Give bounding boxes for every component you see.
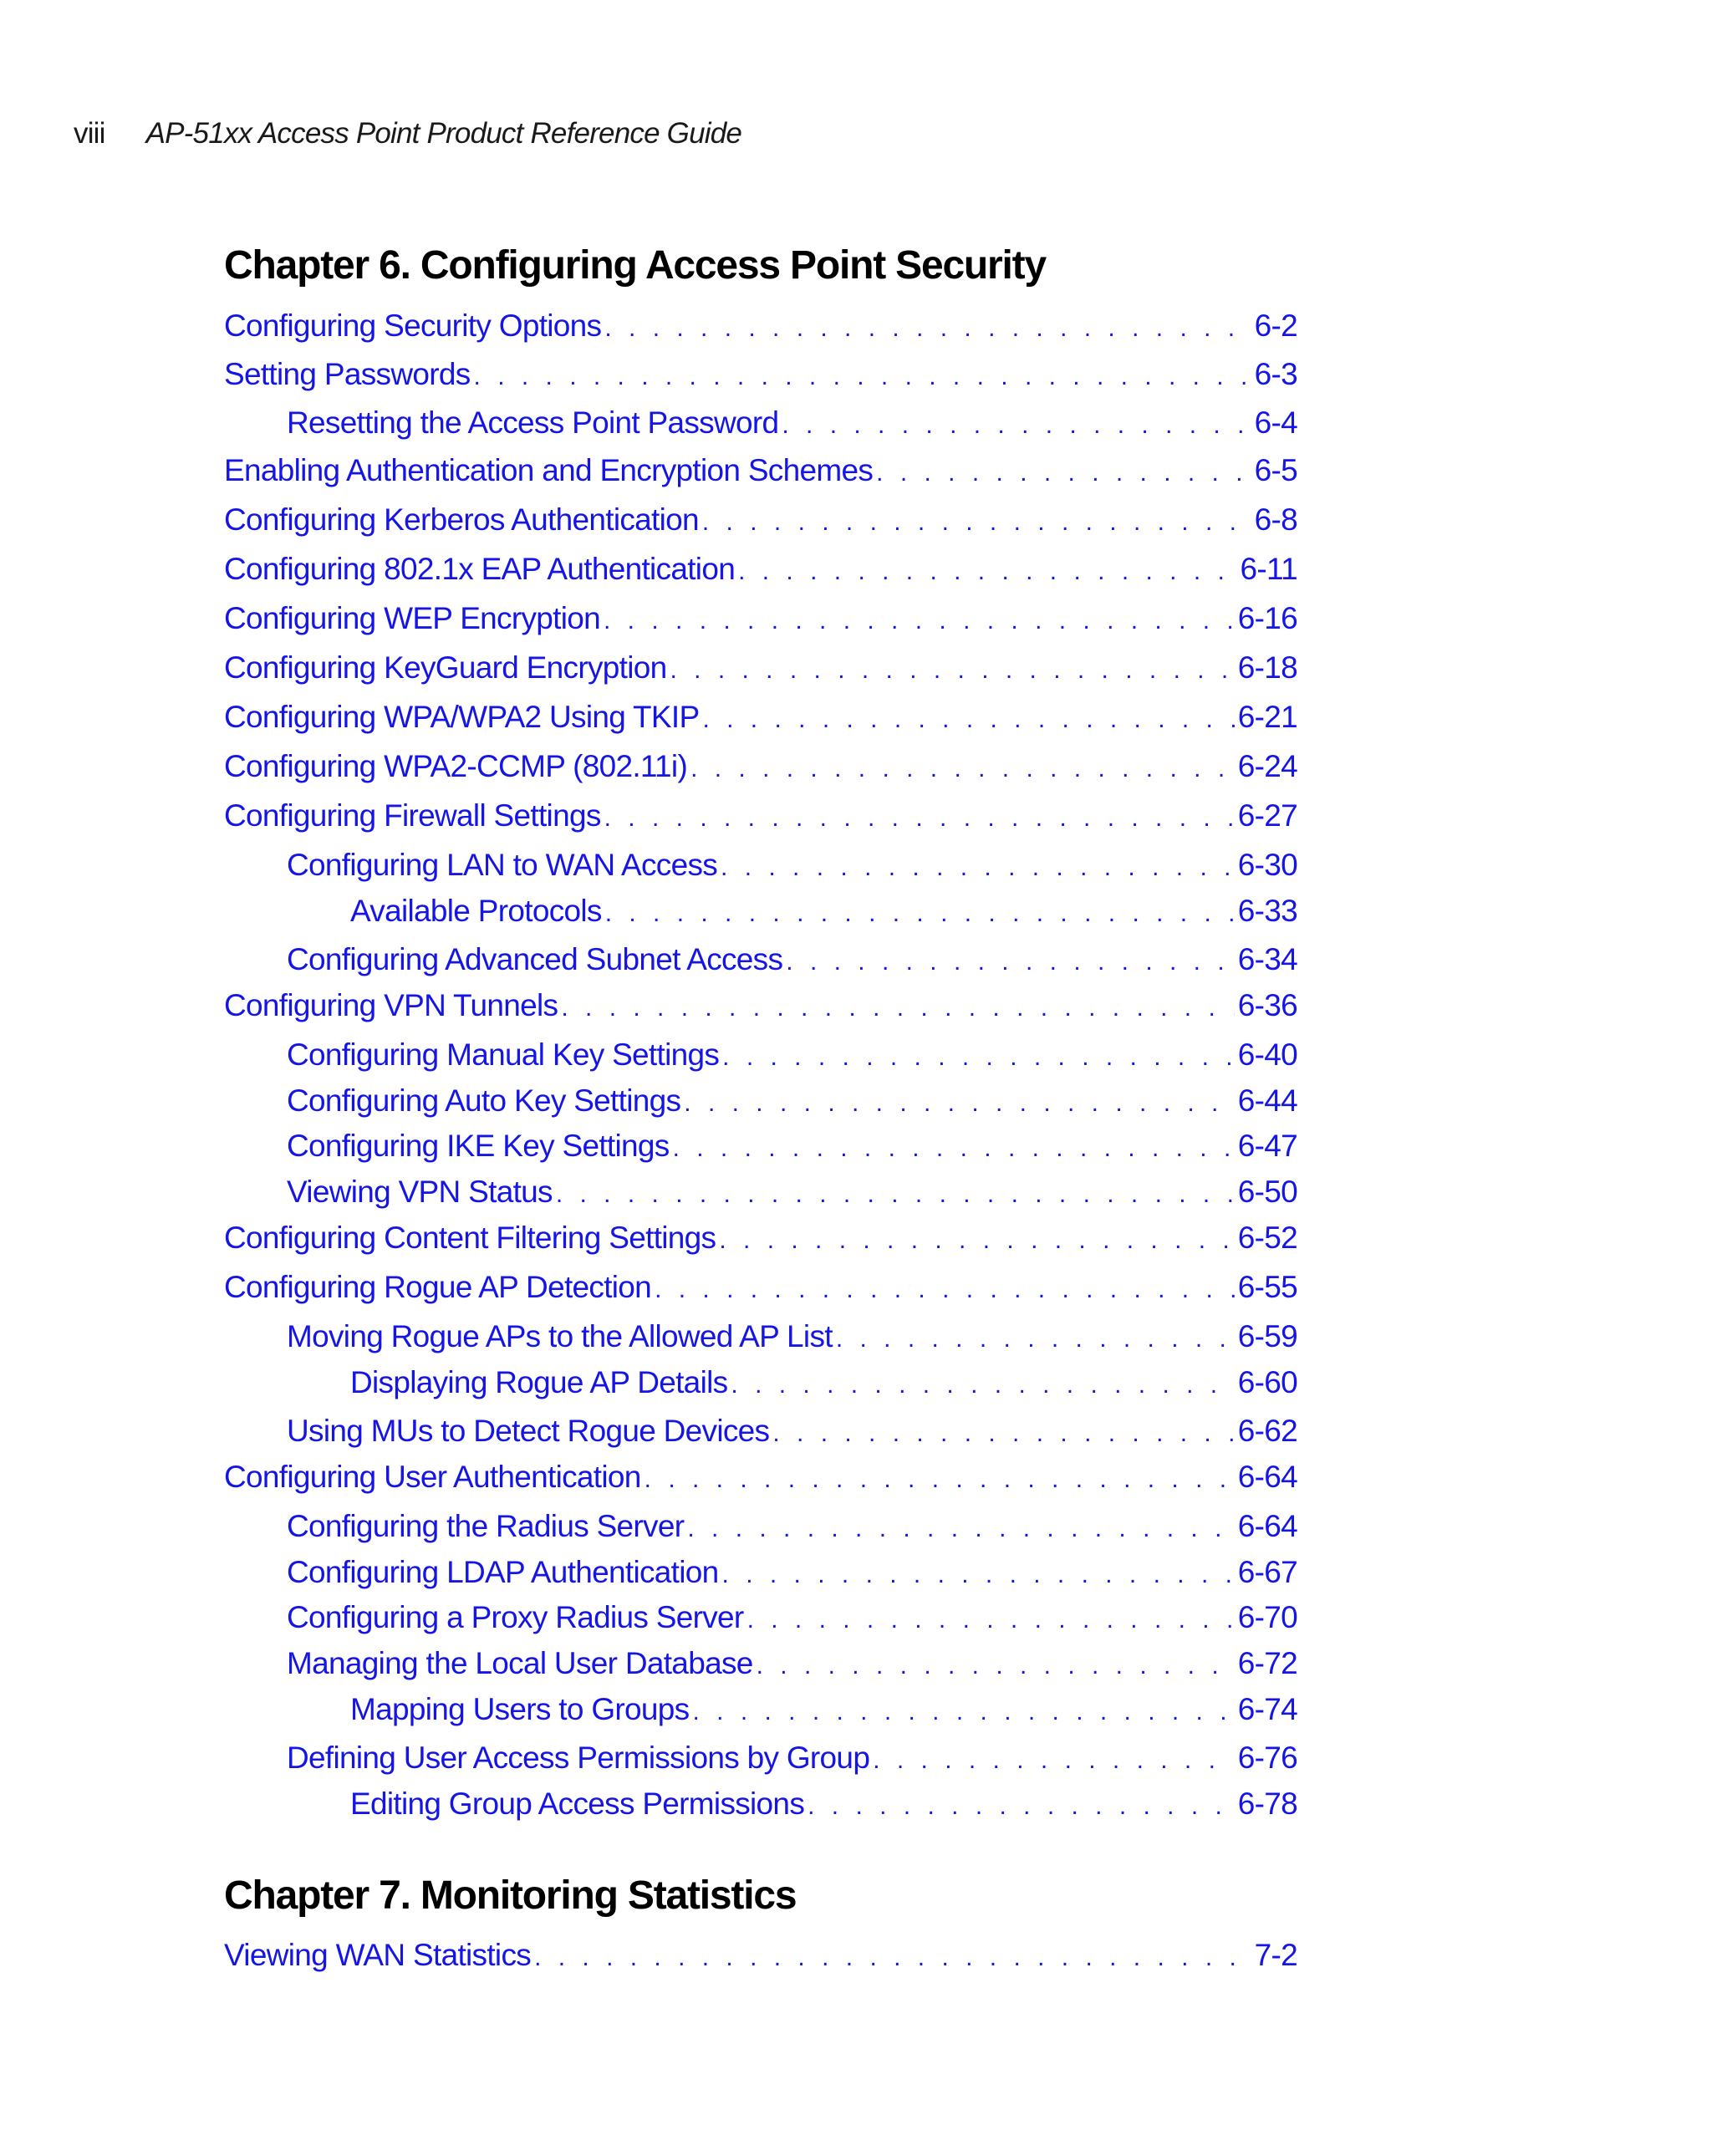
dot-leader [690,755,1235,783]
toc-entry-page: 6-33 [1237,894,1297,928]
dot-leader [738,558,1236,586]
toc-entry-rogue-ap[interactable] [224,1270,1297,1305]
toc-entry-configuring-security-options[interactable] [224,308,1297,344]
toc-entry-lan-to-wan[interactable] [287,848,1297,883]
toc-entry-radius-server[interactable] [287,1509,1297,1544]
toc-entry-title: Managing the Local User Database [287,1646,753,1680]
toc-entry-page: 6-47 [1237,1129,1297,1163]
toc-entry-page: 6-40 [1237,1037,1297,1072]
toc-entry-page: 6-74 [1237,1692,1297,1726]
toc-entry-mus-detect[interactable] [287,1414,1297,1449]
toc-entry-page: 6-72 [1237,1646,1297,1680]
dot-leader [772,1419,1234,1448]
toc-entry-title: Configuring Rogue AP Detection [224,1270,652,1304]
toc-entry-title: Configuring a Proxy Radius Server [287,1600,744,1634]
toc-entry-page: 6-76 [1237,1741,1297,1775]
dot-leader [722,1043,1235,1072]
toc-entry-moving-rogue-aps[interactable] [287,1319,1297,1354]
dot-leader [556,1180,1235,1209]
guide-title: AP-51xx Access Point Product Reference Guide [145,117,742,150]
dot-leader [604,314,1251,343]
toc-entry-wpa2-ccmp[interactable] [224,749,1297,784]
dot-leader [873,1746,1235,1775]
dot-leader [731,1371,1234,1399]
toc-entry-title: Configuring Kerberos Authentication [224,502,699,537]
toc-entry-page: 6-50 [1237,1175,1297,1209]
toc-entry-page: 6-70 [1237,1600,1297,1634]
toc-entry-vpn-tunnels[interactable] [224,988,1297,1023]
dot-leader [605,900,1235,928]
dot-leader [876,459,1251,487]
toc-entry-page: 6-44 [1237,1083,1297,1118]
toc-entry-firewall[interactable] [224,798,1297,833]
dot-leader [719,1226,1234,1255]
toc-entry-page: 6-18 [1237,650,1297,685]
toc-entry-rogue-ap-details[interactable] [350,1365,1297,1400]
toc-entry-page: 6-64 [1237,1509,1297,1543]
toc-entry-title: Editing Group Access Permissions [350,1786,805,1821]
toc-entry-page: 6-67 [1237,1555,1297,1589]
dot-leader [655,1276,1235,1304]
toc-entry-wan-statistics[interactable] [224,1938,1297,1973]
dot-leader [645,1465,1235,1494]
toc-entry-title: Viewing VPN Status [287,1175,553,1209]
toc-entry-title: Configuring Manual Key Settings [287,1037,720,1072]
toc-entry-content-filtering[interactable] [224,1221,1297,1256]
toc-entry-page: 7-2 [1254,1938,1297,1972]
toc-entry-page: 6-34 [1237,942,1297,976]
toc-entry-page: 6-5 [1254,453,1297,487]
toc-entry-ldap[interactable] [287,1555,1297,1590]
chapter-6-heading: Chapter 6. Configuring Access Point Security [224,243,1046,288]
dot-leader [534,1944,1251,1972]
dot-leader [561,994,1234,1022]
toc-entry-page: 6-16 [1237,601,1297,635]
toc-entry-auto-key[interactable] [287,1083,1297,1119]
toc-entry-editing-group-permissions[interactable] [350,1786,1297,1822]
toc-entry-mapping-users[interactable] [350,1692,1297,1727]
toc-entry-title: Viewing WAN Statistics [224,1938,532,1972]
toc-entry-wpa-tkip[interactable] [224,700,1297,735]
dot-leader [604,607,1235,635]
toc-entry-title: Resetting the Access Point Password [287,405,779,440]
toc-entry-user-access-permissions[interactable] [287,1741,1297,1776]
toc-entry-keyguard[interactable] [224,650,1297,686]
dot-leader [687,1515,1234,1543]
dot-leader [757,1652,1235,1680]
toc-entry-page: 6-4 [1254,405,1297,440]
toc-entry-kerberos[interactable] [224,502,1297,538]
toc-entry-ike-key[interactable] [287,1129,1297,1164]
toc-entry-wep[interactable] [224,601,1297,636]
toc-entry-title: Mapping Users to Groups [350,1692,690,1726]
toc-entry-title: Configuring KeyGuard Encryption [224,650,667,685]
toc-entry-title: Configuring VPN Tunnels [224,988,558,1022]
toc-entry-title: Configuring Auto Key Settings [287,1083,681,1118]
toc-entry-title: Enabling Authentication and Encryption Schemes [224,453,874,487]
dot-leader [786,948,1234,976]
toc-entry-page: 6-3 [1254,357,1297,391]
toc-entry-local-user-db[interactable] [287,1646,1297,1681]
toc-entry-page: 6-27 [1237,798,1297,833]
toc-entry-title: Configuring WPA/WPA2 Using TKIP [224,700,700,734]
toc-entry-title: Configuring Advanced Subnet Access [287,942,783,976]
toc-entry-page: 6-55 [1237,1270,1297,1304]
toc-entry-title: Setting Passwords [224,357,471,391]
dot-leader [670,656,1235,685]
toc-entry-title: Configuring 802.1x EAP Authentication [224,552,736,586]
toc-entry-page: 6-62 [1237,1414,1297,1448]
dot-leader [808,1792,1235,1821]
toc-entry-title: Configuring User Authentication [224,1460,641,1494]
dot-leader [673,1134,1235,1163]
dot-leader [722,1561,1235,1589]
toc-entry-eap[interactable] [224,552,1297,587]
dot-leader [604,804,1235,833]
toc-entry-title: Available Protocols [350,894,602,928]
toc-entry-title: Defining User Access Permissions by Group [287,1741,870,1775]
dot-leader [747,1606,1235,1634]
toc-entry-title: Configuring the Radius Server [287,1509,685,1543]
toc-entry-title: Using MUs to Detect Rogue Devices [287,1414,770,1448]
toc-entry-proxy-radius[interactable] [287,1600,1297,1635]
toc-entry-enabling-authentication[interactable] [224,453,1297,488]
page-number: viii [74,117,105,150]
toc-entry-advanced-subnet[interactable] [287,942,1297,977]
dot-leader [702,706,1234,734]
toc-entry-page: 6-36 [1237,988,1297,1022]
chapter-7-heading: Chapter 7. Monitoring Statistics [224,1873,797,1918]
dot-leader [684,1089,1234,1118]
toc-entry-page: 6-52 [1237,1221,1297,1255]
toc-entry-page: 6-24 [1237,749,1297,783]
dot-leader [836,1325,1235,1353]
dot-leader [474,363,1251,391]
toc-entry-title: Configuring Firewall Settings [224,798,601,833]
dot-leader [721,854,1235,882]
toc-entry-user-authentication[interactable] [224,1460,1297,1495]
toc-entry-page: 6-64 [1237,1460,1297,1494]
toc-entry-title: Configuring LDAP Authentication [287,1555,719,1589]
toc-entry-title: Configuring WEP Encryption [224,601,601,635]
toc-entry-title: Configuring Content Filtering Settings [224,1221,716,1255]
running-header [74,117,741,150]
toc-entry-title: Configuring WPA2-CCMP (802.11i) [224,749,688,783]
toc-entry-title: Displaying Rogue AP Details [350,1365,728,1399]
dot-leader [782,411,1251,440]
toc-entry-page: 6-60 [1237,1365,1297,1399]
toc-entry-page: 6-11 [1240,552,1297,586]
toc-entry-vpn-status[interactable] [287,1175,1297,1210]
toc-entry-page: 6-21 [1237,700,1297,734]
toc-entry-title: Configuring Security Options [224,308,602,343]
toc-entry-title: Configuring LAN to WAN Access [287,848,718,882]
toc-entry-available-protocols[interactable] [350,894,1297,929]
toc-entry-page: 6-8 [1254,502,1297,537]
toc-entry-page: 6-2 [1254,308,1297,343]
dot-leader [702,508,1251,537]
toc-entry-manual-key[interactable] [287,1037,1297,1073]
toc-entry-resetting-password[interactable] [287,405,1297,441]
toc-entry-title: Configuring IKE Key Settings [287,1129,670,1163]
toc-entry-page: 6-59 [1237,1319,1297,1353]
toc-entry-page: 6-78 [1237,1786,1297,1821]
toc-entry-title: Moving Rogue APs to the Allowed AP List [287,1319,833,1353]
toc-entry-setting-passwords[interactable] [224,357,1297,392]
toc-entry-page: 6-30 [1237,848,1297,882]
dot-leader [692,1698,1234,1726]
